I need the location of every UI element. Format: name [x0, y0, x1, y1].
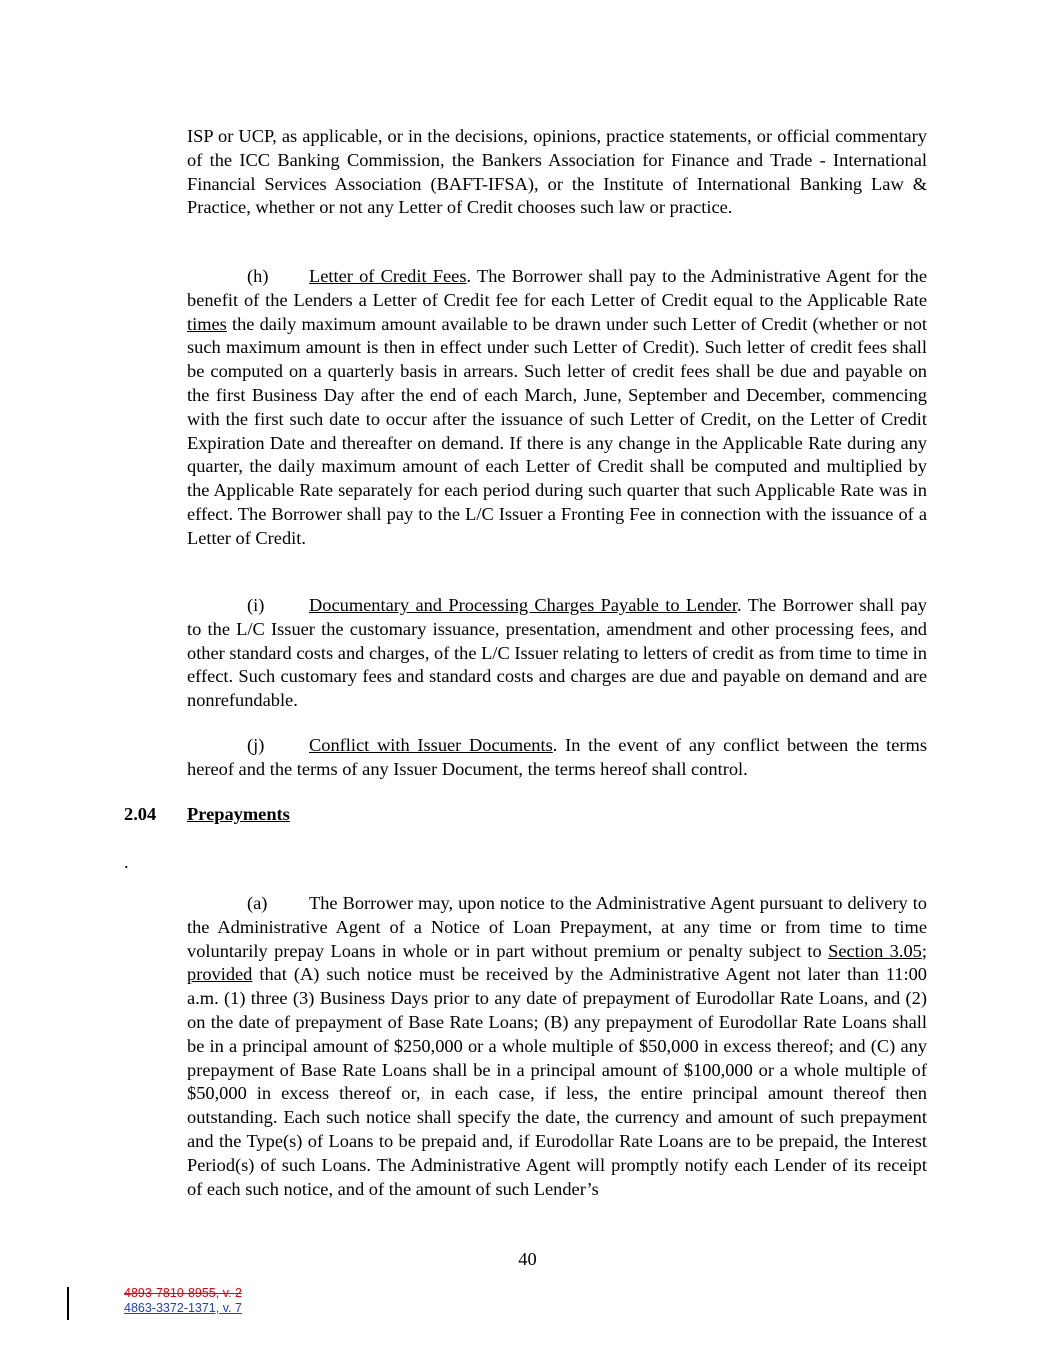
paragraph-text: . The Borrower shall pay to the L/C Issuer the customary issuance, presentation, amendment and other processing fees, and other standard costs and charges, of the L/C Issuer relating to letters of credit as from time to time in effect. Such customary fees and standard costs and charges are due and payable on demand and are nonrefundable. [187, 595, 927, 711]
paragraph-text: . In the event of any conflict between the terms hereof and the terms of any Issuer Document, the terms hereof shall control. [187, 735, 927, 779]
change-bar [67, 1287, 69, 1320]
document-ids [124, 1286, 242, 1316]
paragraph-text: that (A) such notice must be received by the Administrative Agent not later than 11:00 a.m. (1) three (3) Business Days prior to any date of prepayment of Eurodollar Rate Loans, and (2) on the date of prepayment of Base Rate Loans; (B) any prepayment of Eurodollar Rate Loans shall be in a principal amount of $250,000 or a whole multiple of $50,000 in excess thereof; and (C) any prepayment of Base Rate Loans shall be in a principal amount of $100,000 or a whole multiple of $50,000 in excess thereof or, in each case, if less, the entire principal amount thereof then outstanding. Each such notice shall specify the date, the currency and amount of such prepayment and the Type(s) of Loans to be prepaid and, if Eurodollar Rate Loans are to be prepaid, the Interest Period(s) of such Loans. The Administrative Agent will promptly notify each Lender of its receipt of each such notice, and of the amount of such Lender’s [187, 964, 927, 1199]
paragraph-label: (a) [247, 893, 268, 913]
paragraph-text: The Borrower may, upon notice to the Administrative Agent pursuant to delivery to the Administrative Agent of a Notice of Loan Prepayment, at any time or from time to time voluntarily prepay Loans in whole or in part without premium or penalty subject to [187, 893, 927, 961]
emphasis-times: times [187, 313, 227, 334]
separator: ; [921, 940, 927, 961]
stray-period: . [124, 852, 129, 872]
paragraph-prepayment-a [187, 892, 927, 1201]
paragraph-h-letter-of-credit-fees [187, 265, 927, 551]
paragraph-heading: Conflict with Issuer Documents [309, 735, 553, 755]
paragraph-label: (i) [247, 595, 265, 615]
paragraph-label: (j) [247, 735, 265, 755]
paragraph-intro-continuation: ISP or UCP, as applicable, or in the decisions, opinions, practice statements, or official commentary of the ICC Banking Commission, the Bankers Association for Finance and Trade - International Financial Services Association (BAFT-IFSA), or the Institute of International Banking Law & Practice, whether or not any Letter of Credit chooses such law or practice. [187, 126, 927, 218]
section-number: 2.04 [124, 804, 157, 824]
page-number: 40 [518, 1249, 537, 1269]
paragraph-heading: Letter of Credit Fees [309, 266, 467, 286]
paragraph-j-conflict [187, 734, 927, 782]
paragraph-text: . The Borrower shall pay to the Administrative Agent for the benefit of the Lenders a Letter of Credit fee for each Letter of Credit equal to the Applicable Rate [187, 266, 927, 310]
emphasis-provided: provided [187, 964, 253, 985]
deleted-doc-id: 4893-7810-8955, v. 2 [124, 1286, 242, 1300]
section-title: Prepayments [187, 804, 290, 824]
paragraph-label: (h) [247, 266, 269, 286]
section-reference: Section 3.05 [828, 940, 922, 961]
paragraph-heading: Documentary and Processing Charges Payable to Lender [309, 595, 737, 615]
paragraph-text: the daily maximum amount available to be drawn under such Letter of Credit (whether or not such maximum amount is then in effect under such Letter of Credit). Such letter of credit fees shall be computed on a quarterly basis in arrears. Such letter of credit fees shall be due and payable on the first Business Day after the end of each March, June, September and December, commencing with the first such date to occur after the issuance of such Letter of Credit, on the Letter of Credit Expiration Date and thereafter on demand. If there is any change in the Applicable Rate during any quarter, the daily maximum amount of each Letter of Credit shall be computed and multiplied by the Applicable Rate separately for each period during such quarter that such Applicable Rate was in effect. The Borrower shall pay to the L/C Issuer a Fronting Fee in connection with the issuance of a Letter of Credit. [187, 313, 927, 548]
section-heading [124, 802, 290, 826]
paragraph-i-documentary-charges [187, 594, 927, 713]
inserted-doc-id: 4863-3372-1371, v. 7 [124, 1301, 242, 1315]
